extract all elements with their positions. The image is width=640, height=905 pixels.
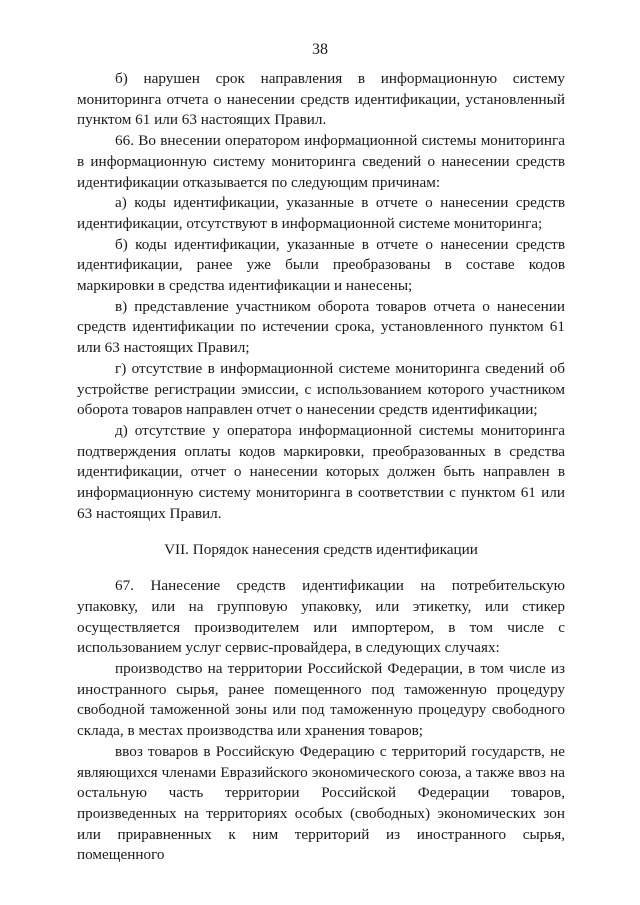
paragraph-67-import: ввоз товаров в Российскую Федерацию с территорий государств, не являющихся членами Евразийского экономического союза, а также ввоз на остальную часть территории Российской Федерации товаров, произведенных на территориях особых (свободных) экономических зон или приравненных к ним территорий из иностранного сырья, помещенного — [77, 742, 565, 864]
paragraph-66-v: в) представление участником оборота товаров отчета о нанесении средств идентификации по истечении срока, установленного пунктом 61 или 63 настоящих Правил; — [77, 297, 565, 357]
paragraph-66-a: а) коды идентификации, указанные в отчете о нанесении средств идентификации, отсутствуют в информационной системе мониторинга; — [77, 194, 565, 232]
paragraph-65-b: б) нарушен срок направления в информационную систему мониторинга отчета о нанесении средств идентификации, установленный пунктом 61 или 63 настоящих Правил. — [77, 70, 565, 129]
document-body — [77, 69, 565, 866]
paragraph-66-b: б) коды идентификации, указанные в отчете о нанесении средств идентификации, ранее уже были преобразованы в составе кодов маркировки в средства идентификации и нанесены; — [77, 235, 565, 295]
paragraph-67-production: производство на территории Российской Федерации, в том числе из иностранного сырья, ранее помещенного под таможенную процедуру свободной таможенной зоны или под таможенную процедуру свободного склада, в местах производства или хранения товаров; — [77, 659, 565, 740]
paragraph-66: 66. Во внесении оператором информационной системы мониторинга в информационную систему мониторинга сведений о нанесении средств идентификации отказывается по следующим причинам: — [77, 132, 565, 191]
page-number: 38 — [312, 41, 328, 58]
section-heading: VII. Порядок нанесения средств идентификации — [164, 541, 478, 559]
paragraph-66-d: д) отсутствие у оператора информационной системы мониторинга подтверждения оплаты кодов маркировки, преобразованных в средства идентификации, отчет о нанесении которых должен быть направлен в информационную систему мониторинга в соответствии с пунктом 61 или 63 настоящих Правил. — [77, 421, 565, 522]
paragraph-67: 67. Нанесение средств идентификации на потребительскую упаковку, или на групповую упаковку, или этикетку, или стикер осуществляется производителем или импортером, в том числе с использованием услуг сервис-провайдера, в следующих случаях: — [77, 577, 565, 657]
paragraph-66-g: г) отсутствие в информационной системе мониторинга сведений об устройстве регистрации эмиссии, с использованием которого участником оборота товаров направлен отчет о нанесении средств идентификации; — [77, 359, 565, 419]
